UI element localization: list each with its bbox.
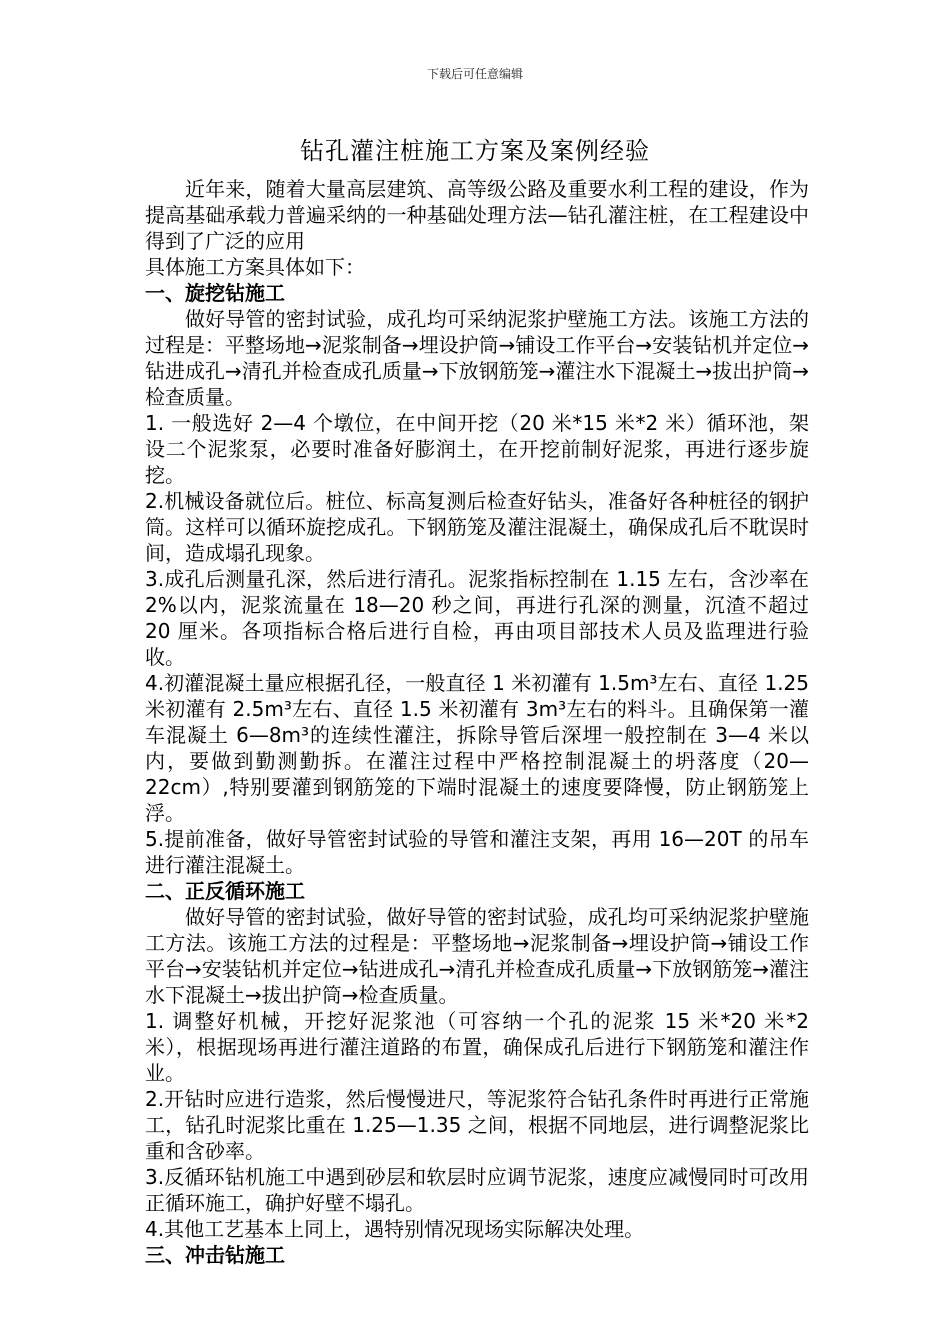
document-body bbox=[145, 176, 809, 1268]
list-item: 4.其他工艺基本上同上，遇特别情况现场实际解决处理。 bbox=[145, 1217, 645, 1241]
list-item: 3.成孔后测量孔深，然后进行清孔。泥浆指标控制在 1.15 左右，含沙率在 2%以内，泥浆流量在 18—20 秒之间，再进行孔深的测量，沉渣不超过 20 厘米。各项指标合格后进行自检，再由项目部技术人员及监理进行验收。 bbox=[145, 567, 809, 669]
section-circulation-lead: 做好导管的密封试验，做好导管的密封试验，成孔均可采纳泥浆护壁施工方法。该施工方法的过程是：平整场地→泥浆制备→埋设护筒→铺设工作平台→安装钻机并定位→钻进成孔→清孔并检查成孔质量→下放钢筋笼→灌注水下混凝土→拔出护筒→检查质量。 bbox=[145, 905, 809, 1007]
page-header: 下载后可任意编辑 bbox=[426, 67, 523, 81]
intro-lead: 具体施工方案具体如下： bbox=[145, 255, 365, 279]
list-item: 4.初灌混凝土量应根据孔径，一般直径 1 米初灌有 1.5m³左右、直径 1.25 米初灌有 2.5m³左右、直径 1.5 米初灌有 3m³左右的料斗。且确保第一灌车混凝土 6—8m³的连续性灌注，拆除导管后深埋一般控制在 3—4 米以内，要做到勤测勤拆。在灌注过程中严格控制混凝土的坍落度（20—22cm）,特别要灌到钢筋笼的下端时混凝土的速度要降慢，防止钢筋笼上浮。 bbox=[145, 671, 809, 825]
section-rotary-lead: 做好导管的密封试验，成孔均可采纳泥浆护壁施工方法。该施工方法的过程是：平整场地→泥浆制备→埋设护筒→铺设工作平台→安装钻机并定位→钻进成孔→清孔并检查成孔质量→下放钢筋笼→灌注水下混凝土→拔出护筒→检查质量。 bbox=[145, 307, 809, 409]
list-item: 2.开钻时应进行造浆，然后慢慢进尺，等泥浆符合钻孔条件时再进行正常施工，钻孔时泥浆比重在 1.25—1.35 之间，根据不同地层，进行调整泥浆比重和含砂率。 bbox=[145, 1087, 809, 1163]
section-heading-percussion: 三、冲击钻施工 bbox=[145, 1243, 285, 1267]
list-item: 1. 一般选好 2—4 个墩位，在中间开挖（20 米*15 米*2 米）循环池，架设二个泥浆泵，必要时准备好膨润土，在开挖前制好泥浆，再进行逐步旋挖。 bbox=[145, 411, 809, 487]
section-heading-circulation: 二、正反循环施工 bbox=[145, 879, 305, 903]
list-item: 5.提前准备，做好导管密封试验的导管和灌注支架，再用 16—20T 的吊车进行灌注混凝土。 bbox=[145, 827, 809, 877]
list-item: 2.机械设备就位后。桩位、标高复测后检查好钻头，准备好各种桩径的钢护筒。这样可以循环旋挖成孔。下钢筋笼及灌注混凝土，确保成孔后不耽误时间，造成塌孔现象。 bbox=[145, 489, 809, 565]
intro-paragraph: 近年来，随着大量高层建筑、高等级公路及重要水利工程的建设，作为提高基础承载力普遍采纳的一种基础处理方法—钻孔灌注桩，在工程建设中得到了广泛的应用 bbox=[145, 177, 809, 253]
list-item: 1. 调整好机械，开挖好泥浆池（可容纳一个孔的泥浆 15 米*20 米*2 米），根据现场再进行灌注道路的布置，确保成孔后进行下钢筋笼和灌注作业。 bbox=[145, 1009, 809, 1085]
document-title: 钻孔灌注桩施工方案及案例经验 bbox=[300, 137, 650, 165]
section-heading-rotary: 一、旋挖钻施工 bbox=[145, 281, 285, 305]
list-item: 3.反循环钻机施工中遇到砂层和软层时应调节泥浆，速度应减慢同时可改用正循环施工，确护好壁不塌孔。 bbox=[145, 1165, 809, 1215]
